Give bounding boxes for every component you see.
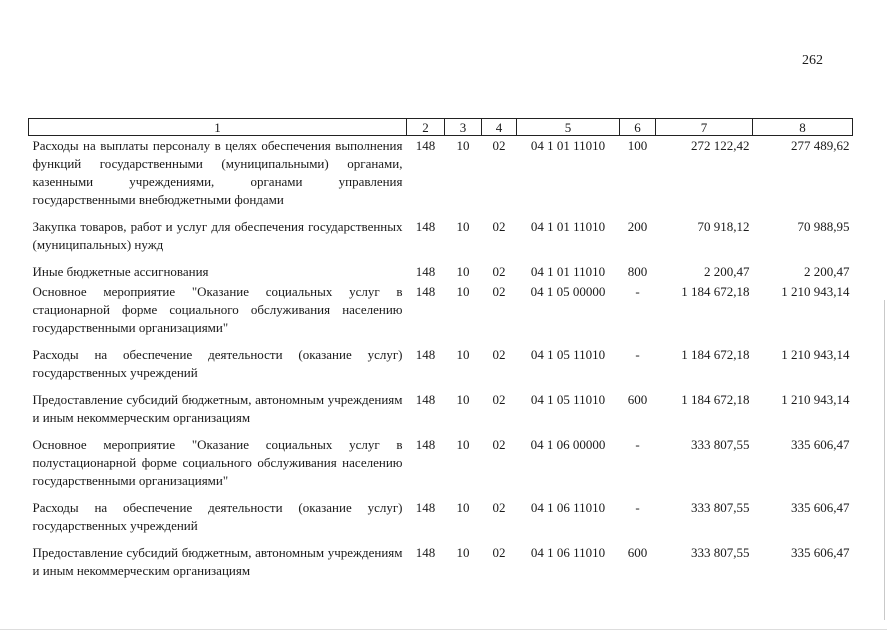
budget-table: [28, 118, 853, 588]
scan-edge-bottom: [0, 629, 887, 630]
section-code: 10: [456, 347, 470, 362]
target-article-code: 04 1 05 11010: [530, 392, 606, 407]
amount-col-7: 272 122,42: [691, 138, 750, 153]
section-code: 10: [456, 545, 470, 560]
subsection-code: 02: [492, 392, 506, 407]
ministry-code: 148: [415, 500, 436, 515]
page-number: 262: [802, 53, 823, 68]
amount-col-8: 277 489,62: [791, 138, 850, 153]
section-code: 10: [456, 437, 470, 452]
ministry-code: 148: [415, 138, 436, 153]
table-row: [29, 543, 853, 588]
amount-col-7: 70 918,12: [697, 219, 750, 234]
amount-col-7: 1 184 672,18: [681, 347, 750, 362]
expense-type-code: -: [635, 347, 640, 362]
table-row: [29, 345, 853, 390]
column-header-7: 7: [656, 119, 753, 136]
table-row: [29, 136, 853, 218]
section-code: 10: [456, 392, 470, 407]
target-article-code: 04 1 06 00000: [530, 437, 606, 452]
section-code: 10: [456, 284, 470, 299]
amount-col-8: 335 606,47: [791, 545, 850, 560]
amount-col-8: 335 606,47: [791, 437, 850, 452]
expense-type-code: 600: [627, 545, 648, 560]
table-row: [29, 262, 853, 282]
amount-col-7: 333 807,55: [691, 500, 750, 515]
amount-col-7: 333 807,55: [691, 545, 750, 560]
subsection-code: 02: [492, 437, 506, 452]
subsection-code: 02: [492, 545, 506, 560]
column-header-5: 5: [517, 119, 620, 136]
expense-name: Закупка товаров, работ и услуг для обеспечения государственных (муниципальных) нужд: [32, 219, 403, 252]
target-article-code: 04 1 01 11010: [530, 138, 606, 153]
expense-name: Расходы на обеспечение деятельности (оказание услуг) государственных учреждений: [32, 347, 403, 380]
amount-col-7: 1 184 672,18: [681, 392, 750, 407]
column-header-6: 6: [620, 119, 656, 136]
ministry-code: 148: [415, 219, 436, 234]
ministry-code: 148: [415, 284, 436, 299]
target-article-code: 04 1 05 00000: [530, 284, 606, 299]
expense-type-code: -: [635, 284, 640, 299]
expense-type-code: -: [635, 500, 640, 515]
target-article-code: 04 1 05 11010: [530, 347, 606, 362]
column-header-2: 2: [407, 119, 445, 136]
section-code: 10: [456, 264, 470, 279]
expense-name: Предоставление субсидий бюджетным, автономным учреждениям и иным некоммерческим организациям: [32, 545, 403, 578]
ministry-code: 148: [415, 264, 436, 279]
expense-name: Предоставление субсидий бюджетным, автономным учреждениям и иным некоммерческим организациям: [32, 392, 403, 425]
subsection-code: 02: [492, 284, 506, 299]
expense-name: Расходы на выплаты персоналу в целях обеспечения выполнения функций государственными (муниципальными) органами, казенными учреждениями, органами управления государственными внебюджетными фондами: [32, 138, 403, 207]
table-row: [29, 217, 853, 262]
scan-edge-right: [884, 300, 885, 620]
target-article-code: 04 1 01 11010: [530, 219, 606, 234]
table-row: [29, 390, 853, 435]
expense-type-code: 800: [627, 264, 648, 279]
ministry-code: 148: [415, 545, 436, 560]
target-article-code: 04 1 06 11010: [530, 500, 606, 515]
expense-name: Основное мероприятие "Оказание социальных услуг в полустационарной форме социального обслуживания населению государственными организациями": [32, 437, 403, 488]
amount-col-8: 1 210 943,14: [781, 392, 850, 407]
section-code: 10: [456, 219, 470, 234]
subsection-code: 02: [492, 500, 506, 515]
subsection-code: 02: [492, 264, 506, 279]
table-row: [29, 435, 853, 498]
amount-col-8: 335 606,47: [791, 500, 850, 515]
expense-type-code: -: [635, 437, 640, 452]
target-article-code: 04 1 06 11010: [530, 545, 606, 560]
expense-type-code: 100: [627, 138, 648, 153]
ministry-code: 148: [415, 347, 436, 362]
column-header-8: 8: [753, 119, 853, 136]
subsection-code: 02: [492, 138, 506, 153]
ministry-code: 148: [415, 437, 436, 452]
table-row: [29, 498, 853, 543]
column-header-3: 3: [445, 119, 482, 136]
expense-name: Иные бюджетные ассигнования: [32, 264, 209, 279]
amount-col-7: 2 200,47: [704, 264, 750, 279]
amount-col-8: 1 210 943,14: [781, 347, 850, 362]
section-code: 10: [456, 138, 470, 153]
target-article-code: 04 1 01 11010: [530, 264, 606, 279]
expense-type-code: 200: [627, 219, 648, 234]
amount-col-8: 70 988,95: [797, 219, 850, 234]
expense-name: Основное мероприятие "Оказание социальных услуг в стационарной форме социального обслуживания населению государственными организациями": [32, 284, 403, 335]
amount-col-8: 1 210 943,14: [781, 284, 850, 299]
subsection-code: 02: [492, 347, 506, 362]
column-header-1: 1: [29, 119, 407, 136]
subsection-code: 02: [492, 219, 506, 234]
table-row: [29, 282, 853, 345]
expense-name: Расходы на обеспечение деятельности (оказание услуг) государственных учреждений: [32, 500, 403, 533]
column-header-4: 4: [482, 119, 517, 136]
ministry-code: 148: [415, 392, 436, 407]
expense-type-code: 600: [627, 392, 648, 407]
amount-col-7: 333 807,55: [691, 437, 750, 452]
amount-col-7: 1 184 672,18: [681, 284, 750, 299]
amount-col-8: 2 200,47: [804, 264, 850, 279]
header-row: [29, 119, 853, 136]
section-code: 10: [456, 500, 470, 515]
